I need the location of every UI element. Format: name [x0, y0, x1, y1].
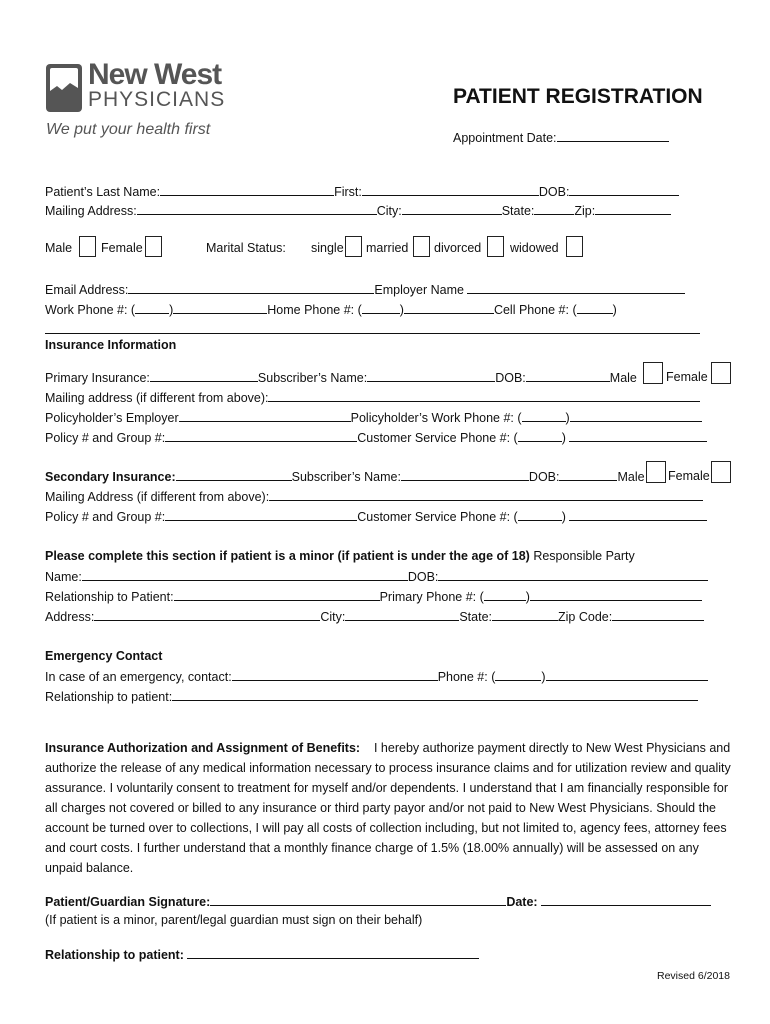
minor-state-field[interactable] [492, 608, 558, 621]
mailing-diff-row [45, 389, 700, 406]
signature-row [45, 893, 711, 910]
work-phone-field[interactable] [173, 301, 267, 314]
first-name-label: First: [334, 185, 362, 199]
mailing-diff-label: Mailing address (if different from above): [45, 391, 269, 405]
minor-city-label: City: [320, 610, 346, 624]
minor-name-row [45, 568, 708, 585]
emergency-contact-label: In case of an emergency, contact: [45, 670, 232, 684]
logo-subname: PHYSICIANS [88, 88, 226, 111]
policy-group-row: Policy # and Group #: Customer Service Phone #: ( ) [45, 429, 707, 446]
policyholder-row: Policyholder’s Employer Policyholder’s Work Phone #: ( ) [45, 409, 702, 426]
minor-relationship-label: Relationship to Patient: [45, 590, 174, 604]
minor-relationship-field[interactable] [174, 588, 380, 601]
authorization-text: I hereby authorize payment directly to New West Physicians and authorize the release of any medical information necessary to process insurance claims and for utilization review and quality assurance. I voluntarily consent to treatment for myself and/or dependents. I understand that I am financially responsible for all charges not covered or billed to any insurance or third party payor and/or not paid to New West Physicians. Should the account be turned over to collections, I will pay all costs of collection including, but not limited to, agency fees, attorney fees and court costs. I further understand that a monthly finance charge of 1.5% (18.00% annually) will be assessed on any unpaid balance. [45, 741, 731, 875]
minor-dob-label: DOB: [407, 570, 439, 584]
insurance-heading: Insurance Information [45, 338, 177, 352]
secondary-insurance-label: Secondary Insurance: [45, 470, 176, 484]
minor-relationship-row: Relationship to Patient: Primary Phone #: ( ) [45, 588, 702, 605]
policy-group-label: Policy # and Group #: [45, 431, 166, 445]
last-name-field[interactable] [160, 183, 334, 196]
responsible-party-label: Responsible Party [533, 549, 635, 563]
primary-female-label: Female [666, 370, 708, 384]
zip-field[interactable] [595, 202, 671, 215]
primary-insurance-row [45, 369, 637, 386]
secondary-mailing-row [45, 488, 703, 505]
authorization-heading: Insurance Authorization and Assignment of Benefits: [45, 741, 361, 755]
city-label: City: [376, 204, 402, 218]
primary-dob-label: DOB: [495, 371, 526, 385]
subscriber-field[interactable] [367, 369, 495, 382]
home-phone-area[interactable] [362, 301, 400, 314]
minor-address-label: Address: [45, 610, 95, 624]
widowed-label: widowed [510, 241, 559, 255]
mailing-diff-field[interactable] [268, 389, 700, 402]
cell-phone-area[interactable] [577, 301, 613, 314]
widowed-checkbox[interactable] [566, 236, 583, 257]
minor-phone-area[interactable] [484, 588, 526, 601]
minor-zip-field[interactable] [612, 608, 704, 621]
secondary-mailing-label: Mailing Address (if different from above): [45, 490, 270, 504]
policy-group-field[interactable] [165, 429, 357, 442]
primary-insurance-label: Primary Insurance: [45, 371, 150, 385]
dob-field[interactable] [569, 183, 679, 196]
secondary-insurance-row [45, 468, 645, 485]
minor-zip-label: Zip Code: [558, 610, 613, 624]
work-phone-area[interactable] [135, 301, 169, 314]
employer-field[interactable] [467, 281, 685, 294]
section-divider [45, 333, 700, 334]
subscriber-label: Subscriber’s Name: [257, 371, 368, 385]
email-row [45, 281, 685, 298]
emergency-contact-field[interactable] [232, 668, 438, 681]
divorced-checkbox[interactable] [487, 236, 504, 257]
emergency-heading: Emergency Contact [45, 649, 163, 663]
logo-mark [46, 64, 82, 112]
minor-name-field[interactable] [82, 568, 408, 581]
policyholder-phone-area[interactable] [522, 409, 566, 422]
phone-row: Work Phone #: ( ) Home Phone #: ( ) Cell Phone #: ( ) [45, 303, 617, 317]
secondary-dob-label: DOB: [528, 470, 560, 484]
dob-label: DOB: [538, 185, 570, 199]
divorced-label: divorced [434, 241, 482, 255]
secondary-dob-field[interactable] [559, 468, 617, 481]
married-checkbox[interactable] [413, 236, 430, 257]
emergency-phone-field[interactable] [546, 668, 708, 681]
emergency-phone-area[interactable] [495, 668, 541, 681]
primary-male-label: Male [609, 371, 637, 385]
female-label: Female [101, 241, 143, 255]
home-phone-label: Home Phone #: ( [267, 303, 362, 317]
minor-address-row [45, 608, 704, 625]
emergency-relationship-field[interactable] [172, 688, 698, 701]
minor-address-field[interactable] [94, 608, 320, 621]
minor-heading: Please complete this section if patient is a minor (if patient is under the age of 18) [45, 549, 530, 563]
male-label: Male [45, 241, 73, 255]
customer-service-field[interactable] [569, 429, 707, 442]
emergency-contact-row: In case of an emergency, contact: Phone #: ( ) [45, 668, 708, 685]
secondary-subscriber-field[interactable] [401, 468, 529, 481]
address-row [45, 202, 671, 219]
primary-dob-field[interactable] [526, 369, 610, 382]
email-label: Email Address: [45, 283, 129, 297]
policyholder-phone-field[interactable] [570, 409, 702, 422]
last-name-label: Patient’s Last Name: [45, 185, 161, 199]
relationship-label: Relationship to patient: [45, 948, 184, 962]
male-checkbox[interactable] [79, 236, 96, 257]
secondary-male-checkbox[interactable] [646, 461, 666, 483]
secondary-mailing-field[interactable] [269, 488, 703, 501]
secondary-subscriber-label: Subscriber’s Name: [291, 470, 401, 484]
signature-date-label: Date: [506, 895, 538, 909]
minor-phone-label: Primary Phone #: ( [379, 590, 484, 604]
married-label: married [366, 241, 409, 255]
state-field[interactable] [534, 202, 574, 215]
logo-name: New West [88, 58, 222, 91]
emergency-phone-label: Phone #: ( [437, 670, 496, 684]
secondary-female-checkbox[interactable] [711, 461, 731, 483]
single-label: single [311, 241, 344, 255]
customer-service-area[interactable] [518, 429, 562, 442]
authorization-paragraph [45, 738, 735, 878]
minor-name-label: Name: [45, 570, 82, 584]
secondary-female-label: Female [668, 469, 710, 483]
secondary-insurance-field[interactable] [176, 468, 292, 481]
secondary-cs-area[interactable] [518, 508, 562, 521]
customer-service-label: Customer Service Phone #: ( [357, 431, 518, 445]
work-phone-label: Work Phone #: ( [45, 303, 136, 317]
page-title: PATIENT REGISTRATION [453, 85, 703, 108]
female-checkbox[interactable] [145, 236, 162, 257]
city-field[interactable] [402, 202, 502, 215]
zip-label: Zip: [574, 204, 596, 218]
state-label: State: [501, 204, 535, 218]
logo-tagline: We put your health first [46, 121, 211, 138]
signature-label: Patient/Guardian Signature: [45, 895, 211, 909]
minor-heading-row [45, 548, 635, 564]
policyholder-employer-label: Policyholder’s Employer [45, 411, 179, 425]
secondary-cs-label: Customer Service Phone #: ( [357, 510, 518, 524]
signature-date-field[interactable] [541, 893, 711, 906]
marital-status-label: Marital Status: [206, 241, 286, 255]
relationship-field[interactable] [187, 946, 479, 959]
employer-label: Employer Name [374, 283, 464, 297]
minor-city-field[interactable] [345, 608, 459, 621]
minor-phone-field[interactable] [530, 588, 702, 601]
appointment-date-field[interactable] [557, 129, 669, 142]
mailing-address-label: Mailing Address: [45, 204, 137, 218]
policyholder-employer-field[interactable] [179, 409, 351, 422]
relationship-row [45, 946, 479, 963]
revised-date: Revised 6/2018 [657, 970, 730, 982]
emergency-relationship-row [45, 688, 698, 705]
cell-phone-label: Cell Phone #: ( [493, 303, 577, 317]
primary-female-checkbox[interactable] [711, 362, 731, 384]
signature-field[interactable] [210, 893, 506, 906]
primary-insurance-field[interactable] [150, 369, 258, 382]
single-checkbox[interactable] [345, 236, 362, 257]
appointment-date-row [453, 129, 669, 146]
minor-dob-field[interactable] [438, 568, 708, 581]
secondary-policy-label: Policy # and Group #: [45, 510, 166, 524]
email-field[interactable] [128, 281, 374, 294]
secondary-policy-row: Policy # and Group #: Customer Service Phone #: ( ) [45, 508, 707, 525]
minor-state-label: State: [459, 610, 493, 624]
mailing-address-field[interactable] [137, 202, 377, 215]
first-name-field[interactable] [362, 183, 539, 196]
name-row [45, 183, 679, 200]
policyholder-phone-label: Policyholder’s Work Phone #: ( [350, 411, 522, 425]
home-phone-field[interactable] [404, 301, 494, 314]
guardian-note: (If patient is a minor, parent/legal guardian must sign on their behalf) [45, 913, 423, 927]
secondary-cs-field[interactable] [569, 508, 707, 521]
secondary-policy-field[interactable] [165, 508, 357, 521]
secondary-male-label: Male [617, 470, 645, 484]
primary-male-checkbox[interactable] [643, 362, 663, 384]
appointment-date-label: Appointment Date: [453, 131, 557, 145]
emergency-relationship-label: Relationship to patient: [45, 690, 173, 704]
